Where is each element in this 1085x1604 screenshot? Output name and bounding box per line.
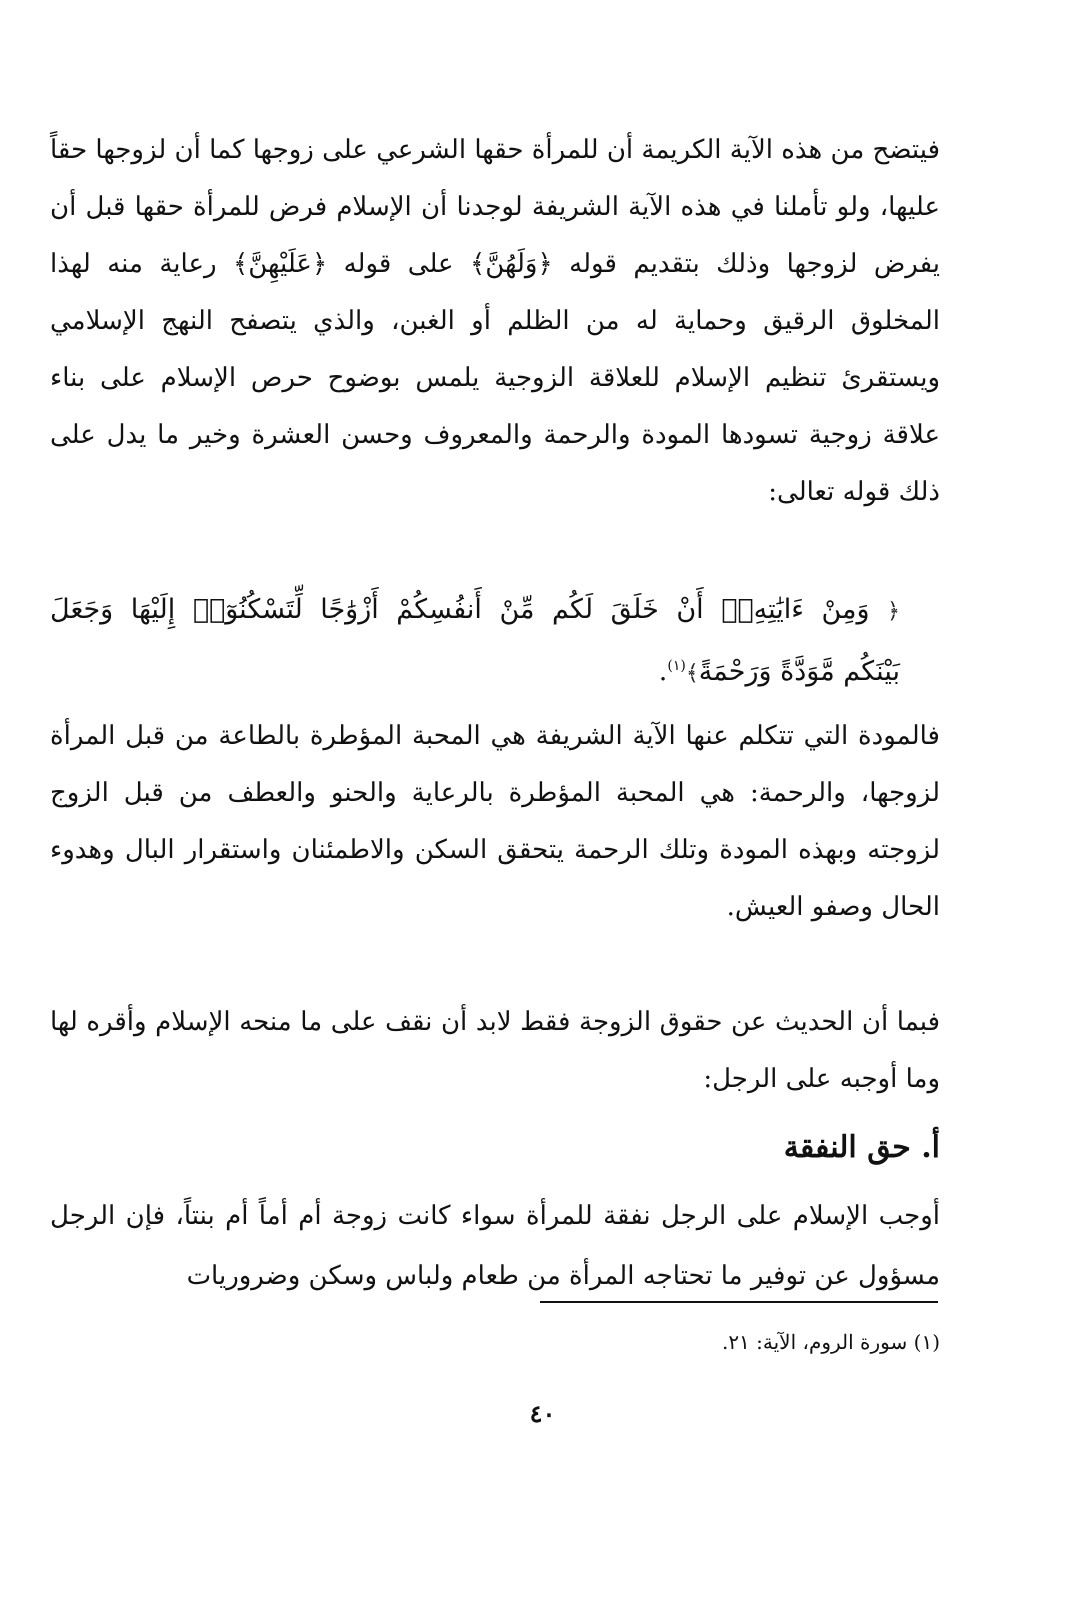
paragraph-3: فبما أن الحديث عن حقوق الزوجة فقط لابد أن نقف على ما منحه الإسلام وأقره لها وما أوجبه على الرجل: [50, 1007, 940, 1094]
paragraph-1: فيتضح من هذه الآية الكريمة أن للمرأة حقها الشرعي على زوجها كما أن لزوجها حقاً عليها، ولو تأملنا في هذه الآية الشريفة لوجدنا أن الإسلام فرض للمرأة حقها قبل أن يفرض لزوجها وذلك بتقديم قوله ﴿وَلَهُنَّ﴾ على قوله ﴿عَلَيْهِنَّ﴾ رعاية منه لهذا المخلوق الرقيق وحماية له من الظلم أو الغبن، والذي يتصفح النهج الإسلامي ويستقرئ تنظيم الإسلام للعلاقة الزوجية يلمس بوضوح حرص الإسلام على بناء علاقة زوجية تسودها المودة والرحمة والمعروف وحسن العشرة وخير ما يدل على ذلك قوله تعالى: [50, 135, 941, 507]
footnote-divider [540, 1301, 938, 1303]
footnote-reference: (١) [667, 658, 686, 674]
footnote: (١) سورة الروم، الآية: ٢١. [721, 1330, 940, 1354]
verse-open-brace: ﴿ [887, 599, 900, 624]
section-heading: أ. حق النفقة [783, 1130, 940, 1165]
verse-line-2 [50, 642, 940, 704]
verse-line-1 [50, 580, 940, 642]
verse-line-1-text: وَمِنْ ءَايَٰتِهِۦٓ أَنْ خَلَقَ لَكُم مِّنْ أَنفُسِكُمْ أَزْوَٰجًا لِّتَسْكُنُوٓا۟ إِلَيْهَا وَجَعَلَ [50, 594, 870, 625]
paragraph-2: فالمودة التي تتكلم عنها الآية الشريفة هي المحبة المؤطرة بالطاعة من قبل المرأة لزوجها، والرحمة: هي المحبة المؤطرة بالرعاية والحنو والعطف من قبل الزوج لزوجته وبهذه المودة وتلك الرحمة يتحقق السكن والاطمئنان واستقرار البال وهدوء الحال وصفو العيش. [50, 721, 940, 922]
paragraph-4: أوجب الإسلام على الرجل نفقة للمرأة سواء كانت زوجة أم أماً أم بنتاً، فإن الرجل مسؤول عن توفير ما تحتاجه المرأة من طعام ولباس وسكن وضروريات [50, 1201, 940, 1291]
quran-verse [50, 580, 940, 704]
verse-close-brace: ﴾ [685, 661, 699, 686]
verse-line-2-text: بَيْنَكُم مَّوَدَّةً وَرَحْمَةً [698, 656, 900, 687]
verse-end-mark: . [658, 656, 668, 687]
page-number: ٤٠ [529, 1399, 556, 1428]
